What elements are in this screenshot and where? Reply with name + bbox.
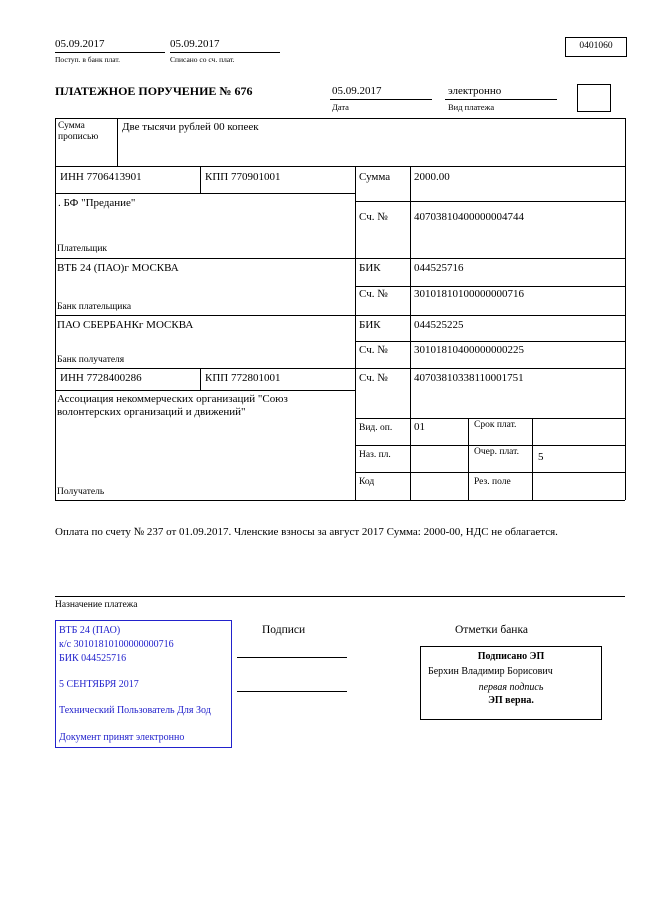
payee-account-label: Сч. № xyxy=(359,372,388,384)
vid-op-value: 01 xyxy=(414,421,425,433)
amount-words-label: Сумма прописью xyxy=(58,121,99,142)
purpose-text: Оплата по счету № 237 от 01.09.2017. Членские взносы за август 2017 Сумма: 2000-00, НДС не облагается. xyxy=(55,526,558,538)
table-border xyxy=(55,118,56,500)
table-border xyxy=(355,472,625,473)
ocher-plat-value: 5 xyxy=(538,451,544,463)
bank-stamp-bank: ВТБ 24 (ПАО) xyxy=(59,625,121,636)
signature-line xyxy=(237,691,347,692)
vid-op-label: Вид. оп. xyxy=(359,423,393,433)
table-border xyxy=(200,166,201,193)
table-border xyxy=(410,166,411,500)
amount-words-value: Две тысячи рублей 00 копеек xyxy=(122,121,259,133)
received-date-value: 05.09.2017 xyxy=(55,38,105,50)
amount-value: 2000.00 xyxy=(414,171,450,183)
payer-kpp: КПП 770901001 xyxy=(205,171,281,183)
document-date-label: Дата xyxy=(332,102,349,112)
bank-stamp-date: 5 СЕНТЯБРЯ 2017 xyxy=(59,679,139,690)
purpose-underline xyxy=(55,596,625,597)
payer-bank-account-label: Сч. № xyxy=(359,288,388,300)
payee-caption: Получатель xyxy=(57,487,105,497)
table-border xyxy=(55,166,625,167)
payee-bank-caption: Банк получателя xyxy=(57,355,125,365)
payer-bank-bik-label: БИК xyxy=(359,262,381,274)
form-code: 0401060 xyxy=(579,41,613,51)
table-border xyxy=(355,341,625,342)
payer-bank-caption: Банк плательщика xyxy=(57,302,132,312)
payer-account-label: Сч. № xyxy=(359,211,388,223)
debited-date-value: 05.09.2017 xyxy=(170,38,220,50)
kod-label: Код xyxy=(359,477,375,487)
signer-name: Берхин Владимир Борисович xyxy=(428,666,553,677)
table-border xyxy=(355,418,625,419)
purpose-caption: Назначение платежа xyxy=(55,600,138,610)
table-border xyxy=(55,118,625,119)
payer-bank-account-value: 30101810100000000716 xyxy=(414,288,524,300)
table-border xyxy=(117,118,118,166)
status-code-box xyxy=(577,84,611,112)
received-date-label: Поступ. в банк плат. xyxy=(55,55,120,64)
payee-bank-bik-label: БИК xyxy=(359,319,381,331)
table-border xyxy=(532,418,533,500)
payee-name: Ассоциация некоммерческих организаций "Союз волонтерских организаций и движений" xyxy=(57,393,288,419)
bank-stamp-corr-account: к/с 30101810100000000716 xyxy=(59,639,174,650)
debited-date-underline xyxy=(170,52,280,53)
bank-stamp-status: Документ принят электронно xyxy=(59,732,185,743)
bank-stamp-user: Технический Пользователь Для Зод xyxy=(59,705,211,716)
payee-bank-bik-value: 044525225 xyxy=(414,319,464,331)
table-border xyxy=(55,500,625,501)
document-title: ПЛАТЕЖНОЕ ПОРУЧЕНИЕ № 676 xyxy=(55,84,253,98)
table-border xyxy=(55,390,355,391)
debited-date-label: Списано со сч. плат. xyxy=(170,55,235,64)
payment-type-value: электронно xyxy=(448,85,502,97)
ocher-plat-label: Очер. плат. xyxy=(474,447,519,457)
table-border xyxy=(55,368,625,369)
signature-line xyxy=(237,657,347,658)
signed-ep-title: Подписано ЭП xyxy=(477,651,545,662)
table-border xyxy=(355,201,625,202)
table-border xyxy=(355,286,625,287)
payer-account-value: 40703810400000004744 xyxy=(414,211,524,223)
bank-stamp-bik: БИК 044525716 xyxy=(59,653,127,664)
payee-account-value: 40703810338110001751 xyxy=(414,372,524,384)
payer-caption: Плательщик xyxy=(57,244,108,254)
signatures-title: Подписи xyxy=(262,624,306,636)
table-border xyxy=(55,315,625,316)
srok-plat-label: Срок плат. xyxy=(474,420,517,430)
payee-bank-name: ПАО СБЕРБАНКг МОСКВА xyxy=(57,319,194,331)
rez-pole-label: Рез. поле xyxy=(474,477,511,487)
payer-bank-bik-value: 044525716 xyxy=(414,262,464,274)
payee-bank-account-value: 30101810400000000225 xyxy=(414,344,524,356)
payer-inn: ИНН 7706413901 xyxy=(60,171,142,183)
document-date-value: 05.09.2017 xyxy=(332,85,382,97)
table-border xyxy=(355,166,356,500)
signature-validity: ЭП верна. xyxy=(488,695,534,706)
table-border xyxy=(625,118,626,500)
table-border xyxy=(55,258,625,259)
payment-type-label: Вид платежа xyxy=(448,102,495,112)
payee-inn: ИНН 7728400286 xyxy=(60,372,142,384)
table-border xyxy=(355,445,625,446)
naz-pl-label: Наз. пл. xyxy=(359,450,391,460)
payer-name: . БФ "Предание" xyxy=(58,197,136,209)
document-date-underline xyxy=(330,99,432,100)
amount-label: Сумма xyxy=(359,171,391,183)
payee-bank-account-label: Сч. № xyxy=(359,344,388,356)
payment-type-underline xyxy=(445,99,557,100)
payer-bank-name: ВТБ 24 (ПАО)г МОСКВА xyxy=(57,262,179,274)
bank-marks-title: Отметки банка xyxy=(455,624,528,636)
payee-kpp: КПП 772801001 xyxy=(205,372,281,384)
table-border xyxy=(200,368,201,390)
table-border xyxy=(55,193,355,194)
received-date-underline xyxy=(55,52,165,53)
table-border xyxy=(468,418,469,500)
signature-kind: первая подпись xyxy=(478,682,544,693)
